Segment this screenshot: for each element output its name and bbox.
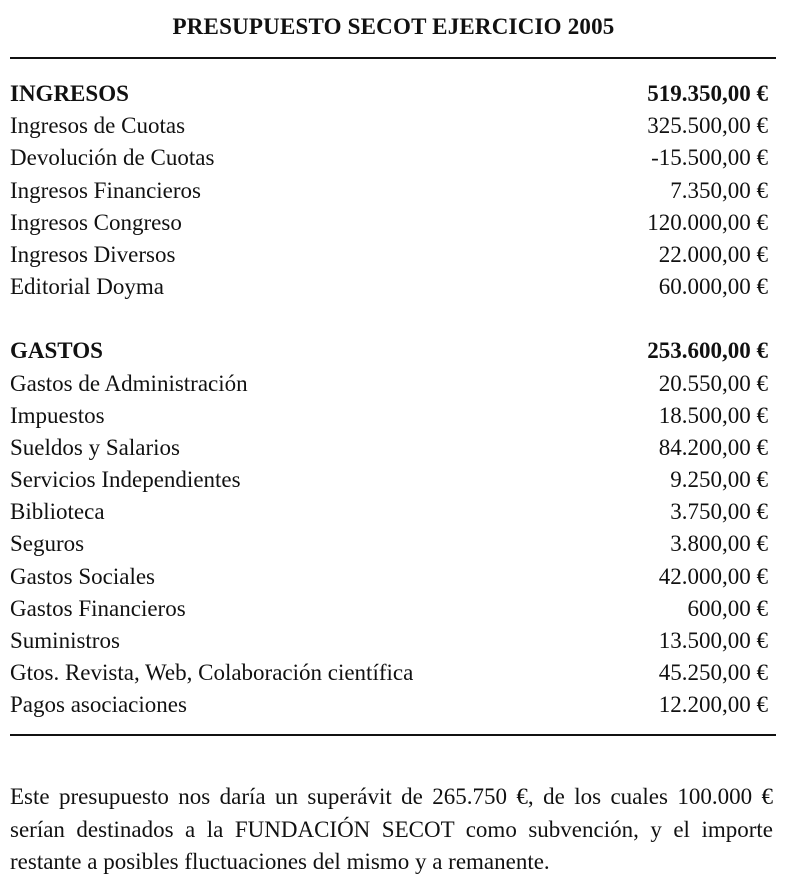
page-title: PRESUPUESTO SECOT EJERCICIO 2005 bbox=[172, 14, 615, 39]
row-label: Ingresos Diversos bbox=[10, 241, 176, 267]
table-row bbox=[10, 593, 768, 625]
row-label: Biblioteca bbox=[10, 499, 105, 525]
row-amount: 18.500,00 € bbox=[658, 402, 768, 428]
table-row bbox=[10, 110, 768, 142]
gastos-total: 253.600,00 € bbox=[647, 338, 768, 364]
table-row bbox=[10, 368, 768, 400]
table-row bbox=[10, 142, 768, 174]
row-amount: 3.750,00 € bbox=[670, 499, 768, 525]
row-label: Impuestos bbox=[10, 402, 105, 428]
table-row bbox=[10, 400, 768, 432]
surplus-note: Este presupuesto nos daría un superávit de 265.750 €, de los cuales 100.000 € serían destinados a la FUNDACIÓN SECOT como subvención, y el importe restante a posibles fluctuaciones del mismo y a remanente. bbox=[10, 784, 773, 874]
table-row bbox=[10, 175, 768, 207]
row-amount: 20.550,00 € bbox=[658, 370, 768, 396]
table-row bbox=[10, 657, 768, 689]
section-spacer bbox=[10, 303, 768, 335]
row-amount: 42.000,00 € bbox=[658, 563, 768, 589]
row-amount: -15.500,00 € bbox=[651, 145, 768, 171]
gastos-label: GASTOS bbox=[10, 338, 103, 364]
top-divider bbox=[10, 57, 776, 59]
table-row bbox=[10, 528, 768, 560]
row-amount: 45.250,00 € bbox=[658, 660, 768, 686]
row-amount: 60.000,00 € bbox=[658, 274, 768, 300]
table-row bbox=[10, 496, 768, 528]
row-label: Gastos de Administración bbox=[10, 370, 248, 396]
bottom-divider bbox=[10, 734, 776, 736]
row-label: Ingresos de Cuotas bbox=[10, 113, 186, 139]
row-amount: 12.200,00 € bbox=[658, 692, 768, 718]
table-row bbox=[10, 207, 768, 239]
row-label: Gtos. Revista, Web, Colaboración científica bbox=[10, 660, 414, 686]
ingresos-total: 519.350,00 € bbox=[647, 81, 768, 106]
ingresos-header-row bbox=[10, 78, 768, 110]
row-label: Devolución de Cuotas bbox=[10, 145, 215, 171]
row-amount: 3.800,00 € bbox=[670, 531, 768, 557]
ingresos-label: INGRESOS bbox=[10, 81, 129, 106]
row-amount: 9.250,00 € bbox=[670, 467, 768, 493]
row-label: Servicios Independientes bbox=[10, 467, 241, 493]
table-row bbox=[10, 239, 768, 271]
row-label: Editorial Doyma bbox=[10, 274, 164, 300]
row-label: Pagos asociaciones bbox=[10, 692, 187, 718]
row-label: Ingresos Financieros bbox=[10, 177, 201, 203]
row-label: Sueldos y Salarios bbox=[10, 434, 180, 460]
table-row bbox=[10, 432, 768, 464]
row-amount: 13.500,00 € bbox=[658, 628, 768, 653]
row-amount: 600,00 € bbox=[687, 595, 768, 621]
table-row bbox=[10, 561, 768, 593]
row-label: Seguros bbox=[10, 531, 85, 557]
table-row bbox=[10, 625, 768, 657]
table-row bbox=[10, 271, 768, 303]
gastos-header-row bbox=[10, 335, 768, 367]
row-label: Gastos Sociales bbox=[10, 563, 156, 589]
row-amount: 120.000,00 € bbox=[647, 209, 768, 235]
row-label: Suministros bbox=[10, 628, 120, 653]
row-label: Ingresos Congreso bbox=[10, 209, 182, 235]
table-row bbox=[10, 464, 768, 496]
row-amount: 22.000,00 € bbox=[658, 241, 768, 267]
table-row bbox=[10, 689, 768, 721]
row-amount: 7.350,00 € bbox=[670, 177, 768, 203]
row-amount: 84.200,00 € bbox=[658, 434, 768, 460]
row-label: Gastos Financieros bbox=[10, 595, 186, 621]
budget-table bbox=[10, 78, 768, 722]
row-amount: 325.500,00 € bbox=[647, 113, 768, 139]
